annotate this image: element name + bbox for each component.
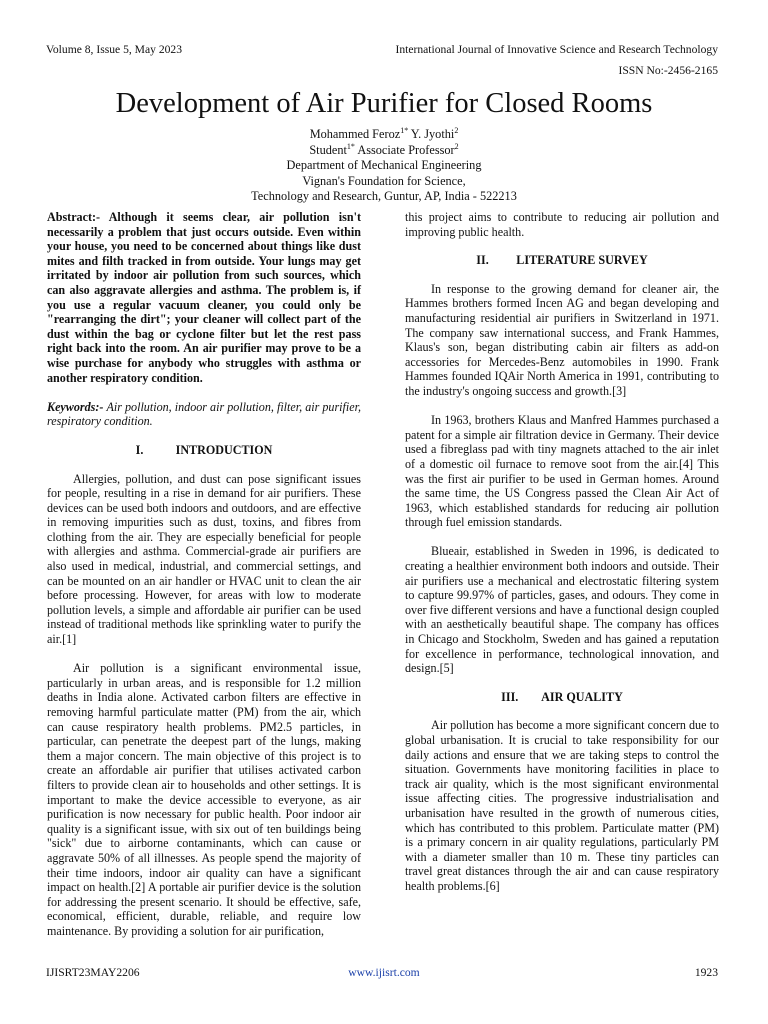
- author-1-mark: 1*: [400, 125, 409, 135]
- right-column: [405, 210, 719, 894]
- literature-paragraph-3: Blueair, established in Sweden in 1996, is dedicated to creating a healthier environment both indoors and outside. Their air purifiers use a mechanical and electrostatic filtering system to capture 99.97% of particles, gases, and odours. They come in over five different versions and have a functional design coupled with an aesthetically beautiful shape. The company has offices in Chicago and Stockholm, Sweden and has gained a reputation for excellence in performance, technological innovation, and design.[5]: [405, 544, 719, 676]
- intro-paragraph-1: Allergies, pollution, and dust can pose significant issues for people, resulting in a rise in demand for air purifiers. These devices can be used both indoors and outdoors, and are effective in removing impurities such as dust, toxins, and fibres from clothing from the air. They are especially beneficial for people with allergies and asthma. Commercial-grade air purifiers are also used in medical, industrial, and commercial settings, and can be mounted on an air handler or HVAC unit to clean the air before processing. However, for areas with low to moderate pollution levels, a simple and affordable air purifier can be used instead of traditional methods like sprinkling water to purify the air.[1]: [47, 471, 361, 647]
- author-2: Y. Jyothi: [408, 127, 455, 141]
- role-2-mark: 2: [454, 141, 459, 151]
- keywords-label: Keywords:-: [47, 399, 107, 414]
- role-2: Associate Professor: [354, 142, 455, 157]
- keywords: [47, 400, 361, 429]
- paper-title: Development of Air Purifier for Closed Rooms: [115, 88, 653, 119]
- intro-paragraph-2: Air pollution is a significant environmental issue, particularly in urban areas, and is responsible for 1.2 million deaths in India alone. Activated carbon filters are effective in removing harmful particulate matter (PM) from the air, which can cause respiratory health problems. PM2.5 particles, in particular, can penetrate the deepest part of the lungs, making them a major concern. The main objective of this project is to create an affordable air purifier that utilises activated carbon filters to provide clean air to households and other settings. It is important to make the device accessible to everyone, as air purification is now necessary for public health. Poor indoor air quality is a significant issue, with six out of ten buildings being "sick" due to airborne contaminants, which can cause or aggravate 50% of all illnesses. As people spend the majority of their time indoors, indoor air quality can have a significant impact on health.[2] A portable air purifier device is the solution for addressing the present scenario. It should be effective, safe, economical, efficient, durable, reliable, and require low maintenance. By providing a solution for air purification,: [47, 661, 361, 938]
- air-quality-paragraph-1: Air pollution has become a more significant concern due to global urbanisation. It is crucial to take responsibility for our daily actions and ensure that we are taking steps to control the situation. Governments have monitoring facilities in place to track air quality, which is the most significant environmental issue affecting cities. The progressive industrialisation and urbanisation have resulted in the growth of numerous cities, which has contributed to this problem. Particulate matter (PM) is a primary concern in air quality regulations, particularly PM with a diameter smaller than 10 m. These tiny particles can travel great distances through the air and can cause respiratory health problems.[6]: [405, 718, 719, 893]
- issn: ISSN No:-2456-2165: [618, 64, 718, 77]
- institution: Vignan's Foundation for Science,: [302, 173, 466, 188]
- keywords-text: Air pollution, indoor air pollution, filter, air purifier, respiratory condition.: [47, 399, 362, 429]
- author-1: Mohammed Feroz: [309, 127, 401, 141]
- address: Technology and Research, Guntur, AP, India - 522213: [251, 189, 517, 203]
- section-title: INTRODUCTION: [175, 442, 273, 457]
- author-names: [0, 127, 768, 143]
- abstract-label: Abstract:-: [47, 210, 109, 224]
- section-heading-literature-survey: [405, 253, 719, 268]
- volume-issue: Volume 8, Issue 5, May 2023: [46, 43, 183, 56]
- article-code: IJISRT23MAY2206: [46, 966, 140, 979]
- section-heading-introduction: [47, 443, 361, 458]
- literature-paragraph-2: In 1963, brothers Klaus and Manfred Hammes purchased a patent for a simple air filtration device in Germany. Their device used a fibreglass pad with tiny magnets attached to the air inlet of a domestic oil furnace to remove soot from the air.[4] This was the first air purifier to be used in German homes. Around the same time, the US Congress passed the Clean Air Act of 1963, which established standards for reducing air pollution through fuel emission standards.: [405, 413, 719, 530]
- intro-paragraph-2-continued: this project aims to contribute to reducing air pollution and improving public health.: [405, 210, 719, 239]
- section-number: I.: [135, 442, 144, 457]
- abstract-text: Although it seems clear, air pollution isn't necessarily a problem that just occurs outside. Even within your house, you need to be concerned about things like dust mites and filth tracked in from outside. Your lungs may get irritated by indoor air pollution from such sources, which can also aggravate allergies and asthma. The problem is, if you use a regular vacuum cleaner, you could only be "rearranging the dirt"; your cleaner will collect part of the dust within the bag or cyclone filter but let the rest pass right back into the room. An air purifier may prove to be a wise purchase for anybody who struggles with asthma or another respiratory condition.: [47, 210, 361, 385]
- abstract: [47, 210, 361, 385]
- literature-paragraph-1: In response to the growing demand for cleaner air, the Hammes brothers formed Incen AG and began developing and manufacturing residential air purifiers in Switzerland in 1971. The company saw international success, and Frank Hammes, Klaus's son, began distributing cabin air filters as add-on accessories for Mercedes-Benz automobiles in 1990. Frank Hammes founded IQAir North America in 1991, contributing to the industry's ongoing success and growth.[3]: [405, 281, 719, 398]
- section-title: LITERATURE SURVEY: [516, 253, 648, 268]
- role-1-mark: 1*: [346, 141, 355, 151]
- section-number: II.: [476, 253, 489, 268]
- department: Department of Mechanical Engineering: [286, 158, 482, 172]
- section-title: AIR QUALITY: [541, 689, 623, 704]
- author-block: [0, 127, 768, 205]
- section-number: III.: [501, 689, 519, 704]
- role-1: Student: [309, 142, 347, 157]
- website-link[interactable]: www.ijisrt.com: [348, 966, 420, 979]
- page-number: 1923: [694, 966, 718, 979]
- author-roles: [0, 143, 768, 159]
- left-column: [47, 210, 361, 939]
- section-heading-air-quality: [405, 690, 719, 705]
- author-2-mark: 2: [454, 125, 459, 135]
- journal-name: International Journal of Innovative Science and Research Technology: [395, 43, 718, 56]
